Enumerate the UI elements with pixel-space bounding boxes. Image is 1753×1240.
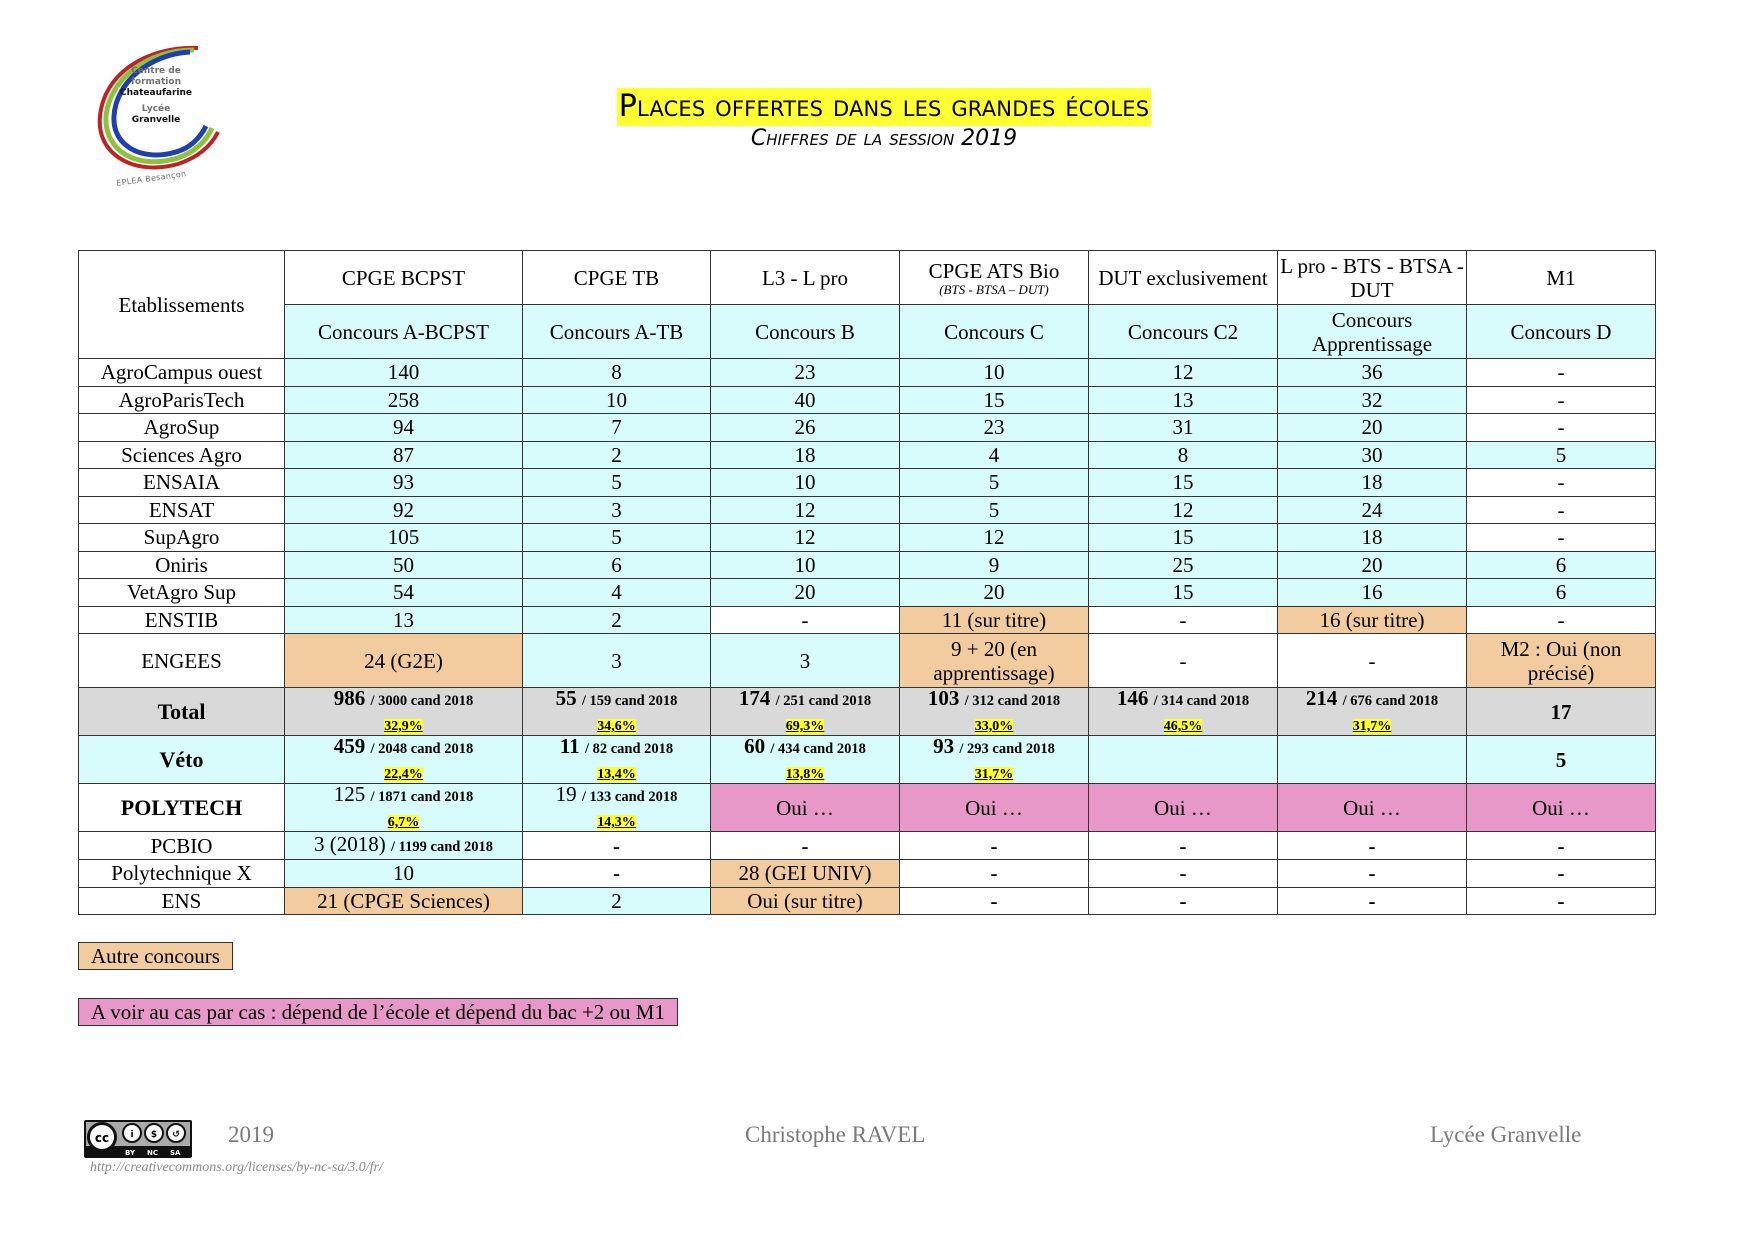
stat-line	[525, 688, 708, 711]
cursus-label: CPGE TB	[573, 265, 660, 290]
stat-cell	[523, 784, 711, 832]
table-cell: -	[711, 832, 900, 860]
stat-line	[287, 736, 520, 759]
table-cell: 5	[900, 496, 1089, 524]
logo-arc-text: EPLEA Besançon	[115, 169, 187, 188]
ratio-highlight: 13,8%	[785, 767, 825, 782]
row-label: ENSAIA	[79, 469, 285, 497]
stat-cell	[523, 736, 711, 784]
page-subtitle: Chiffres de la session 2019	[750, 126, 1018, 151]
candidates-value: / 251 cand 2018	[775, 693, 872, 709]
table-cell: -	[900, 860, 1089, 888]
stat-cell: Oui …	[1089, 784, 1278, 832]
polytech-label: POLYTECH	[79, 784, 285, 832]
table-cell: 36	[1278, 359, 1467, 387]
col-header-cursus	[285, 251, 523, 305]
stat-cell	[1467, 688, 1656, 736]
logo-line-1: Centre de	[131, 66, 181, 76]
col-header-cursus	[1467, 251, 1656, 305]
table-cell: 3	[711, 634, 900, 688]
table-cell: -	[1089, 634, 1278, 688]
footer-school: Lycée Granvelle	[1430, 1122, 1582, 1147]
table-cell: -	[1467, 496, 1656, 524]
col-header-cursus	[523, 251, 711, 305]
stat-cell	[711, 688, 900, 736]
table-cell: 10	[900, 359, 1089, 387]
ratio-highlight: 46,5%	[1163, 719, 1203, 734]
row-label: ENS	[79, 887, 285, 915]
table-cell: -	[1089, 606, 1278, 634]
table-cell: 3	[523, 634, 711, 688]
header-row-cursus	[79, 251, 1656, 305]
logo-line-4: Lycée	[141, 104, 171, 114]
stat-cell	[1467, 736, 1656, 784]
table-row	[79, 496, 1656, 524]
table-row	[79, 860, 1656, 888]
table-cell: 18	[711, 441, 900, 469]
table-cell: 9	[900, 551, 1089, 579]
table-cell: 94	[285, 414, 523, 442]
row-label: AgroSup	[79, 414, 285, 442]
stat-cell	[711, 736, 900, 784]
pct-line	[1280, 711, 1464, 735]
stat-cell	[285, 736, 523, 784]
col-header-concours: Concours A-BCPST	[285, 305, 523, 359]
pct-line	[525, 759, 708, 783]
candidates-value: / 3000 cand 2018	[370, 693, 474, 709]
total-row	[79, 688, 1656, 736]
col-header-concours: Concours Apprentissage	[1278, 305, 1467, 359]
candidates-value: / 314 cand 2018	[1153, 693, 1250, 709]
places-value: 11	[559, 735, 580, 758]
cc-icon: cc	[87, 1122, 117, 1152]
row-label: Sciences Agro	[79, 441, 285, 469]
places-value: 146	[1116, 687, 1149, 710]
table-cell: 8	[1089, 441, 1278, 469]
table-cell: -	[1089, 887, 1278, 915]
table-cell: 13	[285, 606, 523, 634]
cursus-label: M1	[1546, 265, 1576, 290]
table-cell: 93	[285, 469, 523, 497]
table-cell: Oui (sur titre)	[711, 887, 900, 915]
table-cell: 16 (sur titre)	[1278, 606, 1467, 634]
stat-line	[1091, 688, 1275, 711]
table-cell: 31	[1089, 414, 1278, 442]
col-header-concours: Concours C2	[1089, 305, 1278, 359]
table-cell: 40	[711, 386, 900, 414]
table-row	[79, 606, 1656, 634]
table-cell: -	[1467, 860, 1656, 888]
places-value: 60	[744, 735, 766, 758]
table-cell: 10	[711, 469, 900, 497]
table-cell: 20	[900, 579, 1089, 607]
table-cell: 7	[523, 414, 711, 442]
table-cell: -	[1467, 386, 1656, 414]
pct-line	[713, 759, 897, 783]
ratio-highlight: 69,3%	[785, 719, 825, 734]
places-value: 3 (2018)	[314, 832, 386, 856]
places-value: 459	[333, 735, 366, 758]
places-value: 103	[927, 687, 960, 710]
places-value: 125	[333, 783, 366, 806]
table-cell: -	[1089, 832, 1278, 860]
col-header-cursus	[1089, 251, 1278, 305]
cursus-label: DUT exclusivement	[1098, 265, 1268, 290]
table-cell: 15	[1089, 579, 1278, 607]
table-cell: -	[711, 606, 900, 634]
table-cell: 21 (CPGE Sciences)	[285, 887, 523, 915]
ratio-highlight: 32,9%	[384, 719, 423, 734]
table-cell: -	[523, 832, 711, 860]
table-row	[79, 469, 1656, 497]
cursus-label: CPGE BCPST	[341, 265, 466, 290]
table-row	[79, 441, 1656, 469]
pct-line	[902, 759, 1086, 783]
table-cell: 4	[523, 579, 711, 607]
table-cell: 3	[523, 496, 711, 524]
by-icon: i	[122, 1123, 142, 1143]
table-cell: 25	[1089, 551, 1278, 579]
ratio-highlight: 13,4%	[597, 767, 636, 782]
stat-cell	[1278, 736, 1467, 784]
page-title: Places offertes dans les grandes écoles	[618, 89, 1150, 124]
table-cell: -	[1278, 634, 1467, 688]
places-value: 986	[333, 687, 366, 710]
table-cell: 5	[523, 524, 711, 552]
table-cell: 140	[285, 359, 523, 387]
table-cell: 6	[1467, 551, 1656, 579]
table-cell: 12	[1089, 359, 1278, 387]
row-label: ENSTIB	[79, 606, 285, 634]
candidates-value: / 434 cand 2018	[770, 741, 866, 757]
stat-line	[1469, 699, 1653, 724]
ratio-highlight: 31,7%	[1352, 719, 1392, 734]
table-row	[79, 832, 1656, 860]
table-row	[79, 386, 1656, 414]
table-cell: 9 + 20 (en apprentissage)	[900, 634, 1089, 688]
stat-line	[1469, 747, 1653, 772]
table-row	[79, 359, 1656, 387]
candidates-value: / 2048 cand 2018	[370, 741, 474, 757]
table-cell: 6	[1467, 579, 1656, 607]
sa-label: SA	[170, 1149, 181, 1157]
stat-line	[287, 688, 520, 711]
col-header-concours: Concours B	[711, 305, 900, 359]
table-cell: 2	[523, 441, 711, 469]
ratio-highlight: 22,4%	[384, 767, 423, 782]
stat-line	[525, 736, 708, 759]
row-label: Oniris	[79, 551, 285, 579]
stat-line	[713, 688, 897, 711]
table-cell: 13	[1089, 386, 1278, 414]
cursus-label: L3 - L pro	[761, 265, 849, 290]
ratio-highlight: 14,3%	[597, 815, 636, 830]
table-cell: -	[900, 832, 1089, 860]
pct-line	[287, 711, 520, 735]
table-cell: 10	[523, 386, 711, 414]
table-cell: -	[1467, 414, 1656, 442]
col-header-concours: Concours D	[1467, 305, 1656, 359]
table-cell: 15	[1089, 469, 1278, 497]
table-cell: -	[1278, 832, 1467, 860]
stat-line	[713, 736, 897, 759]
stat-cell	[285, 784, 523, 832]
stat-line	[902, 736, 1086, 759]
table-cell: 32	[1278, 386, 1467, 414]
table-cell: 23	[900, 414, 1089, 442]
stat-line	[1280, 688, 1464, 711]
table-cell: 12	[711, 496, 900, 524]
candidates-value: / 133 cand 2018	[581, 789, 678, 805]
corner-header: Etablissements	[79, 251, 285, 359]
table-cell: -	[1467, 524, 1656, 552]
col-header-concours: Concours A-TB	[523, 305, 711, 359]
pct-line	[525, 711, 708, 735]
table-cell: -	[523, 860, 711, 888]
row-label: SupAgro	[79, 524, 285, 552]
stat-cell	[1089, 688, 1278, 736]
sa-icon: ↺	[166, 1123, 186, 1143]
stat-cell	[1278, 688, 1467, 736]
header-row-concours	[79, 305, 1656, 359]
candidates-value: / 293 cand 2018	[959, 741, 1055, 757]
table-cell: 20	[711, 579, 900, 607]
nc-label: NC	[147, 1149, 158, 1157]
table-cell: 12	[900, 524, 1089, 552]
table-cell: 18	[1278, 469, 1467, 497]
table-cell: 16	[1278, 579, 1467, 607]
table-cell: 10	[711, 551, 900, 579]
row-label: AgroParisTech	[79, 386, 285, 414]
stat-cell	[900, 688, 1089, 736]
table-cell: -	[1467, 887, 1656, 915]
table-cell: 5	[900, 469, 1089, 497]
cursus-label: CPGE ATS Bio	[928, 258, 1060, 283]
table-cell: 87	[285, 441, 523, 469]
table-cell: M2 : Oui (non précisé)	[1467, 634, 1656, 688]
logo-line-3: Chateaufarine	[120, 88, 192, 98]
stat-cell	[900, 736, 1089, 784]
stat-line	[902, 688, 1086, 711]
table-row	[79, 579, 1656, 607]
col-header-cursus	[711, 251, 900, 305]
row-label: ENGEES	[79, 634, 285, 688]
total-label: Total	[79, 688, 285, 736]
row-label: Polytechnique X	[79, 860, 285, 888]
pct-line	[287, 807, 520, 831]
cursus-label: L pro - BTS - BTSA - DUT	[1280, 253, 1464, 302]
ratio-highlight: 33,0%	[974, 719, 1014, 734]
stat-line	[525, 784, 708, 807]
table-row	[79, 551, 1656, 579]
table-cell: 10	[285, 860, 523, 888]
table-cell: 2	[523, 606, 711, 634]
logo-line-5: Granvelle	[131, 115, 181, 125]
table-row	[79, 634, 1656, 688]
table-cell: 105	[285, 524, 523, 552]
veto-label: Véto	[79, 736, 285, 784]
table-cell: 50	[285, 551, 523, 579]
places-value: 17	[1550, 699, 1572, 724]
stat-cell	[523, 688, 711, 736]
table-cell: 5	[1467, 441, 1656, 469]
stat-cell: Oui …	[1467, 784, 1656, 832]
col-header-cursus	[900, 251, 1089, 305]
table-cell: 6	[523, 551, 711, 579]
row-label: VetAgro Sup	[79, 579, 285, 607]
legend-autre-concours: Autre concours	[78, 942, 233, 970]
footer-author: Christophe RAVEL	[745, 1122, 926, 1147]
table-cell: 8	[523, 359, 711, 387]
table-cell: 24 (G2E)	[285, 634, 523, 688]
footer-year: 2019	[228, 1122, 274, 1147]
table-cell: 12	[711, 524, 900, 552]
table-cell: -	[1278, 860, 1467, 888]
candidates-value: / 1871 cand 2018	[370, 789, 474, 805]
table-row	[79, 524, 1656, 552]
candidates-value: / 82 cand 2018	[584, 741, 674, 757]
candidates-value: / 159 cand 2018	[581, 693, 678, 709]
table-cell	[285, 832, 523, 860]
table-cell: 54	[285, 579, 523, 607]
col-header-cursus	[1278, 251, 1467, 305]
stat-cell: Oui …	[900, 784, 1089, 832]
table-cell: -	[1467, 606, 1656, 634]
places-value: 214	[1305, 687, 1338, 710]
pct-line	[902, 711, 1086, 735]
table-cell: 28 (GEI UNIV)	[711, 860, 900, 888]
pct-line	[525, 807, 708, 831]
stat-line	[287, 784, 520, 807]
by-label: BY	[125, 1149, 136, 1157]
ratio-highlight: 6,7%	[387, 815, 420, 830]
table-cell: 15	[900, 386, 1089, 414]
table-cell: 20	[1278, 551, 1467, 579]
places-value: 5	[1555, 747, 1567, 772]
table-cell: 2	[523, 887, 711, 915]
table-cell: -	[1278, 887, 1467, 915]
candidates-value: / 312 cand 2018	[964, 693, 1061, 709]
table-cell: 15	[1089, 524, 1278, 552]
table-row	[79, 887, 1656, 915]
table-cell: 18	[1278, 524, 1467, 552]
table-cell: 26	[711, 414, 900, 442]
places-value: 93	[933, 735, 955, 758]
row-label: ENSAT	[79, 496, 285, 524]
row-label: PCBIO	[79, 832, 285, 860]
table-cell: 24	[1278, 496, 1467, 524]
polytech-row	[79, 784, 1656, 832]
places-table	[78, 250, 1656, 915]
places-value: 19	[555, 783, 577, 806]
ratio-highlight: 34,6%	[597, 719, 636, 734]
stat-cell: Oui …	[1278, 784, 1467, 832]
pct-line	[1091, 711, 1275, 735]
license-link[interactable]: http://creativecommons.org/licenses/by-nc-sa/3.0/fr/	[90, 1160, 383, 1175]
stat-cell	[1089, 736, 1278, 784]
table-cell: 92	[285, 496, 523, 524]
nc-icon: $	[144, 1123, 164, 1143]
pct-line	[713, 711, 897, 735]
col-header-concours: Concours C	[900, 305, 1089, 359]
title-block	[0, 88, 1753, 126]
table-cell: 258	[285, 386, 523, 414]
places-value: 55	[555, 687, 577, 710]
stat-cell	[285, 688, 523, 736]
legend-cas-par-cas: A voir au cas par cas : dépend de l’école et dépend du bac +2 ou M1	[78, 998, 678, 1026]
table-cell: 30	[1278, 441, 1467, 469]
logo-line-2: formation	[131, 77, 181, 87]
table-cell: -	[1467, 469, 1656, 497]
row-label: AgroCampus ouest	[79, 359, 285, 387]
table-cell: 12	[1089, 496, 1278, 524]
candidates-value: / 1199 cand 2018	[391, 839, 493, 855]
table-cell: 4	[900, 441, 1089, 469]
table-cell: 20	[1278, 414, 1467, 442]
places-value: 174	[738, 687, 771, 710]
cursus-note: (BTS - BTSA – DUT)	[939, 281, 1049, 297]
pct-line	[287, 759, 520, 783]
veto-row	[79, 736, 1656, 784]
candidates-value: / 676 cand 2018	[1342, 693, 1439, 709]
stat-cell: Oui …	[711, 784, 900, 832]
ratio-highlight: 31,7%	[974, 767, 1014, 782]
table-row	[79, 414, 1656, 442]
table-cell: 5	[523, 469, 711, 497]
table-cell: -	[1467, 359, 1656, 387]
table-cell: 23	[711, 359, 900, 387]
cc-license-badge	[84, 1120, 192, 1158]
table-cell: -	[1089, 860, 1278, 888]
table-cell: 11 (sur titre)	[900, 606, 1089, 634]
table-cell: -	[900, 887, 1089, 915]
table-cell: -	[1467, 832, 1656, 860]
